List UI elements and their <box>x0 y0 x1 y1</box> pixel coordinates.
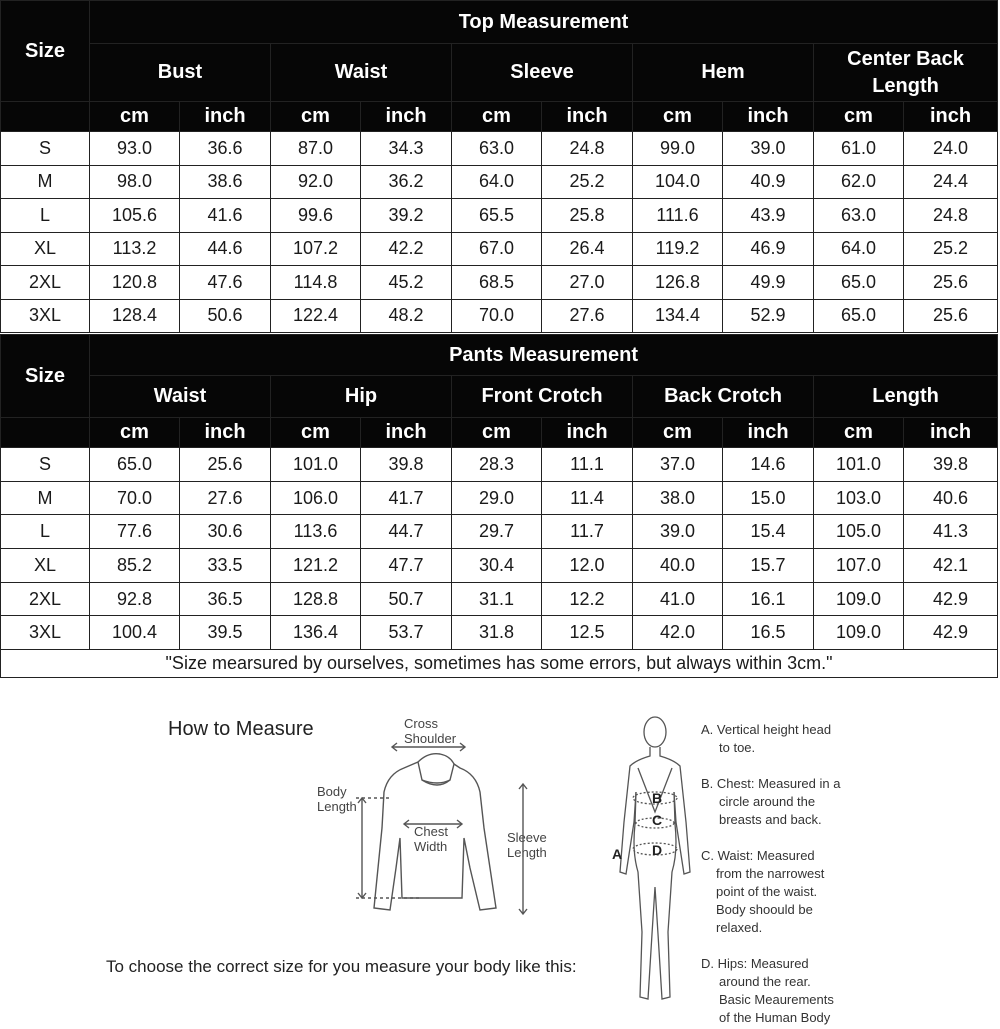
value-cell: 63.0 <box>452 132 542 166</box>
value-cell: 29.0 <box>452 481 542 515</box>
size-cell: 2XL <box>1 266 90 300</box>
desc-line: A. Vertical height head <box>701 722 832 737</box>
value-cell: 68.5 <box>452 266 542 300</box>
value-cell: 105.0 <box>814 515 904 549</box>
unit-cm: cm <box>633 418 723 448</box>
desc-line: C. Waist: Measured <box>701 848 815 863</box>
col-bust: Bust <box>90 44 271 102</box>
value-cell: 92.0 <box>271 165 361 199</box>
value-cell: 42.2 <box>361 232 452 266</box>
value-cell: 44.7 <box>361 515 452 549</box>
value-cell: 39.0 <box>723 132 814 166</box>
value-cell: 41.0 <box>633 582 723 616</box>
table-row <box>1 199 998 233</box>
value-cell: 16.1 <box>723 582 814 616</box>
unit-inch: inch <box>361 418 452 448</box>
table-row <box>1 481 998 515</box>
value-cell: 25.8 <box>542 199 633 233</box>
unit-inch: inch <box>542 102 633 132</box>
value-cell: 92.8 <box>90 582 180 616</box>
value-cell: 65.0 <box>814 266 904 300</box>
value-cell: 65.5 <box>452 199 542 233</box>
desc-line: relaxed. <box>716 920 763 935</box>
col-front-crotch: Front Crotch <box>452 376 633 418</box>
size-cell: L <box>1 199 90 233</box>
value-cell: 136.4 <box>271 616 361 650</box>
size-cell: 3XL <box>1 299 90 333</box>
size-header: Size <box>1 335 90 418</box>
value-cell: 107.0 <box>814 549 904 583</box>
sleeve-label: Sleeve <box>507 830 547 845</box>
value-cell: 27.6 <box>542 299 633 333</box>
value-cell: 111.6 <box>633 199 723 233</box>
value-cell: 85.2 <box>90 549 180 583</box>
value-cell: 49.9 <box>723 266 814 300</box>
desc-line: D. Hips: Measured <box>701 956 809 971</box>
marker-c: C <box>652 812 663 828</box>
col-back-crotch: Back Crotch <box>633 376 814 418</box>
value-cell: 103.0 <box>814 481 904 515</box>
measurement-note: "Size mearsured by ourselves, sometimes has some errors, but always within 3cm." <box>1 650 998 678</box>
desc-d <box>701 955 834 1027</box>
value-cell: 121.2 <box>271 549 361 583</box>
value-cell: 47.7 <box>361 549 452 583</box>
value-cell: 99.6 <box>271 199 361 233</box>
value-cell: 11.4 <box>542 481 633 515</box>
value-cell: 70.0 <box>90 481 180 515</box>
top-table-body <box>1 132 998 333</box>
value-cell: 50.7 <box>361 582 452 616</box>
value-cell: 12.2 <box>542 582 633 616</box>
col-hem: Hem <box>633 44 814 102</box>
length-label: Length <box>317 799 357 814</box>
value-cell: 101.0 <box>271 448 361 482</box>
size-cell: XL <box>1 549 90 583</box>
table-row <box>1 266 998 300</box>
col-waist: Waist <box>90 376 271 418</box>
col-waist: Waist <box>271 44 452 102</box>
desc-line: of the Human Body <box>719 1010 831 1025</box>
value-cell: 46.9 <box>723 232 814 266</box>
value-cell: 16.5 <box>723 616 814 650</box>
desc-line: point of the waist. <box>716 884 818 899</box>
value-cell: 39.8 <box>361 448 452 482</box>
value-cell: 30.4 <box>452 549 542 583</box>
value-cell: 25.2 <box>904 232 998 266</box>
value-cell: 34.3 <box>361 132 452 166</box>
top-title: Top Measurement <box>90 1 998 44</box>
desc-line: B. Chest: Measured in a <box>701 776 841 791</box>
value-cell: 105.6 <box>90 199 180 233</box>
value-cell: 122.4 <box>271 299 361 333</box>
value-cell: 36.6 <box>180 132 271 166</box>
unit-inch: inch <box>180 102 271 132</box>
value-cell: 31.8 <box>452 616 542 650</box>
desc-c <box>701 847 824 937</box>
col-length: Length <box>814 376 998 418</box>
value-cell: 14.6 <box>723 448 814 482</box>
value-cell: 113.2 <box>90 232 180 266</box>
size-cell: S <box>1 448 90 482</box>
value-cell: 40.6 <box>904 481 998 515</box>
value-cell: 67.0 <box>452 232 542 266</box>
col-hip: Hip <box>271 376 452 418</box>
chest-label: Chest <box>414 824 448 839</box>
marker-d: D <box>652 842 663 858</box>
table-row <box>1 616 998 650</box>
size-header: Size <box>1 1 90 102</box>
value-cell: 15.0 <box>723 481 814 515</box>
body-figure-icon <box>608 712 698 1012</box>
value-cell: 120.8 <box>90 266 180 300</box>
unit-inch: inch <box>542 418 633 448</box>
value-cell: 38.6 <box>180 165 271 199</box>
unit-inch: inch <box>723 418 814 448</box>
pants-table-body <box>1 448 998 650</box>
size-cell: L <box>1 515 90 549</box>
unit-inch: inch <box>361 102 452 132</box>
unit-cm: cm <box>452 418 542 448</box>
units-spacer <box>1 102 90 132</box>
value-cell: 40.9 <box>723 165 814 199</box>
body-label: Body <box>317 784 347 799</box>
value-cell: 42.1 <box>904 549 998 583</box>
desc-line: Body shoould be <box>716 902 813 917</box>
table-row <box>1 232 998 266</box>
value-cell: 113.6 <box>271 515 361 549</box>
desc-b <box>701 775 840 829</box>
unit-cm: cm <box>814 102 904 132</box>
unit-inch: inch <box>180 418 271 448</box>
table-row <box>1 299 998 333</box>
value-cell: 52.9 <box>723 299 814 333</box>
unit-cm: cm <box>271 102 361 132</box>
marker-b: B <box>652 790 663 806</box>
value-cell: 43.9 <box>723 199 814 233</box>
value-cell: 31.1 <box>452 582 542 616</box>
value-cell: 101.0 <box>814 448 904 482</box>
value-cell: 70.0 <box>452 299 542 333</box>
value-cell: 61.0 <box>814 132 904 166</box>
value-cell: 41.6 <box>180 199 271 233</box>
value-cell: 93.0 <box>90 132 180 166</box>
length-label: Length <box>507 845 547 860</box>
desc-line: to toe. <box>719 740 756 755</box>
value-cell: 11.1 <box>542 448 633 482</box>
value-cell: 24.4 <box>904 165 998 199</box>
desc-line: Basic Meaurements <box>719 992 834 1007</box>
unit-cm: cm <box>90 418 180 448</box>
value-cell: 39.0 <box>633 515 723 549</box>
value-cell: 126.8 <box>633 266 723 300</box>
value-cell: 119.2 <box>633 232 723 266</box>
value-cell: 24.8 <box>904 199 998 233</box>
value-cell: 134.4 <box>633 299 723 333</box>
value-cell: 24.0 <box>904 132 998 166</box>
value-cell: 64.0 <box>452 165 542 199</box>
value-cell: 38.0 <box>633 481 723 515</box>
unit-inch: inch <box>904 418 998 448</box>
value-cell: 39.5 <box>180 616 271 650</box>
value-cell: 107.2 <box>271 232 361 266</box>
value-cell: 40.0 <box>633 549 723 583</box>
unit-inch: inch <box>904 102 998 132</box>
sweater-illustration-icon <box>330 738 540 923</box>
size-cell: XL <box>1 232 90 266</box>
value-cell: 77.6 <box>90 515 180 549</box>
value-cell: 39.2 <box>361 199 452 233</box>
table-row <box>1 448 998 482</box>
value-cell: 128.4 <box>90 299 180 333</box>
desc-a <box>701 721 831 757</box>
top-measurement-table <box>0 0 998 333</box>
value-cell: 42.0 <box>633 616 723 650</box>
marker-a: A <box>612 846 623 862</box>
value-cell: 87.0 <box>271 132 361 166</box>
col-sleeve: Sleeve <box>452 44 633 102</box>
how-to-measure-title: How to Measure <box>168 718 314 740</box>
unit-cm: cm <box>452 102 542 132</box>
value-cell: 109.0 <box>814 616 904 650</box>
value-cell: 128.8 <box>271 582 361 616</box>
value-cell: 27.6 <box>180 481 271 515</box>
value-cell: 28.3 <box>452 448 542 482</box>
value-cell: 25.6 <box>904 299 998 333</box>
value-cell: 36.2 <box>361 165 452 199</box>
pants-title: Pants Measurement <box>90 335 998 376</box>
pants-units-row <box>1 418 998 448</box>
value-cell: 62.0 <box>814 165 904 199</box>
instruction-text: To choose the correct size for you measure your body like this: <box>106 957 577 976</box>
width-label: Width <box>414 839 448 854</box>
value-cell: 98.0 <box>90 165 180 199</box>
desc-line: breasts and back. <box>719 812 822 827</box>
unit-cm: cm <box>633 102 723 132</box>
shoulder-label: Shoulder <box>404 731 457 746</box>
value-cell: 30.6 <box>180 515 271 549</box>
value-cell: 33.5 <box>180 549 271 583</box>
value-cell: 65.0 <box>814 299 904 333</box>
size-cell: M <box>1 481 90 515</box>
desc-line: from the narrowest <box>716 866 825 881</box>
value-cell: 39.8 <box>904 448 998 482</box>
size-cell: 3XL <box>1 616 90 650</box>
value-cell: 100.4 <box>90 616 180 650</box>
value-cell: 109.0 <box>814 582 904 616</box>
top-units-row <box>1 102 998 132</box>
size-cell: S <box>1 132 90 166</box>
unit-cm: cm <box>814 418 904 448</box>
value-cell: 25.6 <box>904 266 998 300</box>
table-row <box>1 165 998 199</box>
value-cell: 63.0 <box>814 199 904 233</box>
value-cell: 11.7 <box>542 515 633 549</box>
value-cell: 41.3 <box>904 515 998 549</box>
value-cell: 42.9 <box>904 582 998 616</box>
size-cell: M <box>1 165 90 199</box>
pants-measurement-table <box>0 334 998 678</box>
unit-cm: cm <box>90 102 180 132</box>
value-cell: 65.0 <box>90 448 180 482</box>
col-center-back-length: Center Back Length <box>814 44 998 102</box>
value-cell: 64.0 <box>814 232 904 266</box>
value-cell: 12.5 <box>542 616 633 650</box>
desc-line: circle around the <box>719 794 816 809</box>
value-cell: 48.2 <box>361 299 452 333</box>
table-row <box>1 515 998 549</box>
value-cell: 26.4 <box>542 232 633 266</box>
table-row <box>1 582 998 616</box>
value-cell: 25.2 <box>542 165 633 199</box>
value-cell: 50.6 <box>180 299 271 333</box>
value-cell: 15.7 <box>723 549 814 583</box>
value-cell: 25.6 <box>180 448 271 482</box>
value-cell: 24.8 <box>542 132 633 166</box>
unit-cm: cm <box>271 418 361 448</box>
value-cell: 41.7 <box>361 481 452 515</box>
desc-line: around the rear. <box>719 974 811 989</box>
value-cell: 15.4 <box>723 515 814 549</box>
value-cell: 42.9 <box>904 616 998 650</box>
unit-inch: inch <box>723 102 814 132</box>
value-cell: 27.0 <box>542 266 633 300</box>
value-cell: 29.7 <box>452 515 542 549</box>
cross-label: Cross <box>404 716 438 731</box>
value-cell: 114.8 <box>271 266 361 300</box>
size-cell: 2XL <box>1 582 90 616</box>
value-cell: 12.0 <box>542 549 633 583</box>
value-cell: 44.6 <box>180 232 271 266</box>
value-cell: 106.0 <box>271 481 361 515</box>
value-cell: 37.0 <box>633 448 723 482</box>
value-cell: 99.0 <box>633 132 723 166</box>
value-cell: 53.7 <box>361 616 452 650</box>
value-cell: 47.6 <box>180 266 271 300</box>
value-cell: 45.2 <box>361 266 452 300</box>
table-row <box>1 132 998 166</box>
units-spacer <box>1 418 90 448</box>
value-cell: 36.5 <box>180 582 271 616</box>
table-row <box>1 549 998 583</box>
value-cell: 104.0 <box>633 165 723 199</box>
